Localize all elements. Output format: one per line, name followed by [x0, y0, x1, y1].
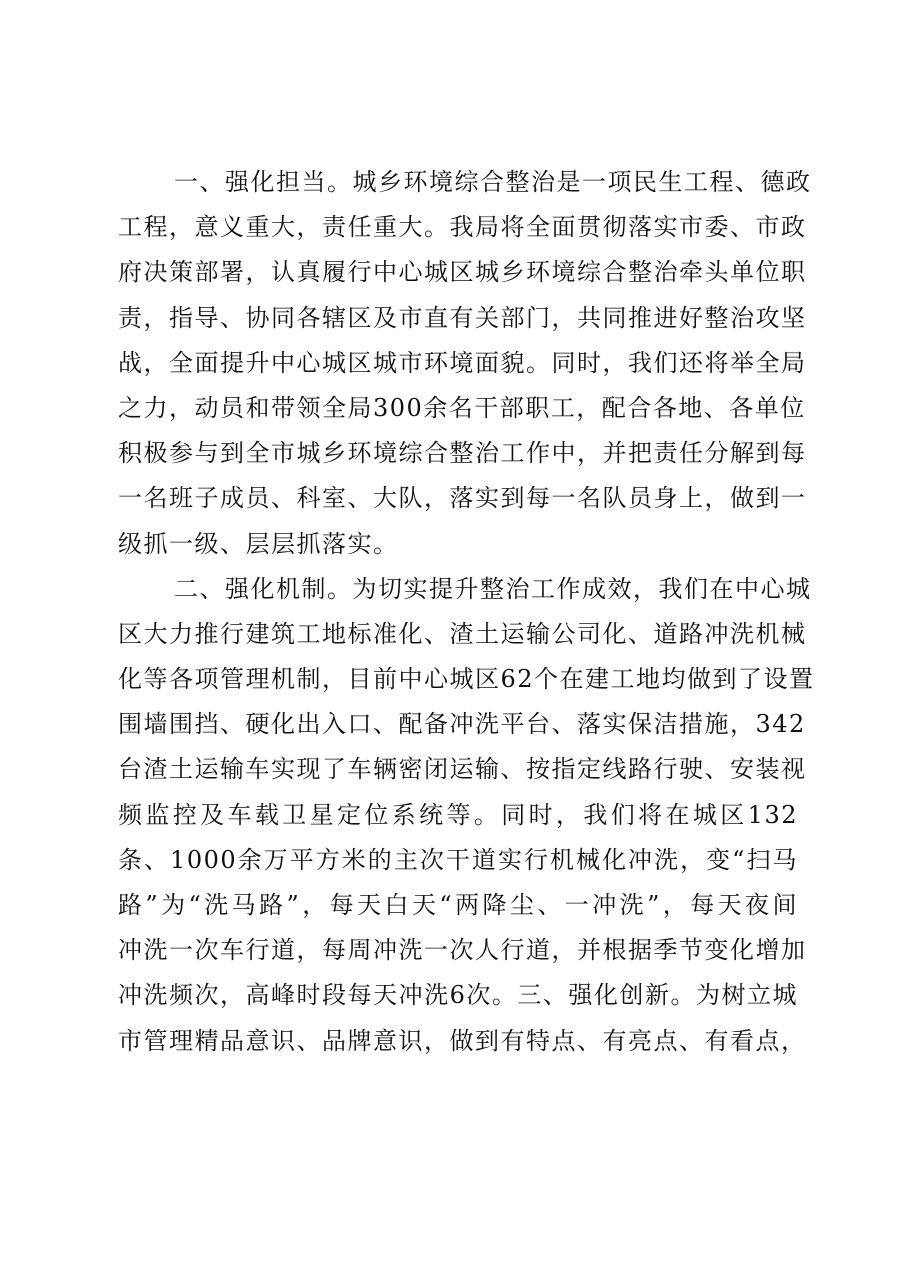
text-line: 频监控及车载卫星定位系统等。同时，我们将在城区132 — [118, 800, 798, 829]
text-line: 市管理精品意识、品牌意识，做到有特点、有亮点、有看点， — [118, 1026, 807, 1055]
text-line: 路”为“洗马路”，每天白天“两降尘、一冲洗”，每天夜间 — [118, 891, 798, 919]
text-line: 府决策部署，认真履行中心城区城乡环境综合整治牵头单位职 — [118, 258, 807, 287]
text-line: 一名班子成员、科室、大队，落实到每一名队员身上，做到一 — [118, 484, 807, 513]
document-body — [118, 160, 815, 1064]
text-line: 级抓一级、层层抓落实。 — [118, 529, 399, 558]
text-line: 化等各项管理机制，目前中心城区62个在建工地均做到了设置 — [118, 665, 815, 694]
text-line: 围墙围挡、硬化出入口、配备冲洗平台、落实保洁措施，342 — [118, 710, 806, 739]
text-line: 责，指导、协同各辖区及市直有关部门，共同推进好整治攻坚 — [118, 303, 807, 332]
text-line: 区大力推行建筑工地标准化、渣土运输公司化、道路冲洗机械 — [118, 619, 807, 648]
text-line: 工程，意义重大，责任重大。我局将全面贯彻落实市委、市政 — [118, 213, 807, 242]
text-line: 台渣土运输车实现了车辆密闭运输、按指定线路行驶、安装视 — [118, 755, 807, 784]
text-line: 一、强化担当。城乡环境综合整治是一项民生工程、德政 — [174, 168, 812, 196]
text-line: 积极参与到全市城乡环境综合整治工作中，并把责任分解到每 — [118, 439, 807, 468]
text-line: 条、1000余万平方米的主次干道实行机械化冲洗，变“扫马 — [118, 845, 798, 874]
text-line: 二、强化机制。为切实提升整治工作成效，我们在中心城 — [174, 574, 812, 603]
paragraph-1 — [118, 160, 812, 567]
paragraph-2 — [118, 567, 815, 1064]
text-line: 之力，动员和带领全局300余名干部职工，配合各地、各单位 — [118, 393, 806, 422]
text-line: 冲洗一次车行道，每周冲洗一次人行道，并根据季节变化增加 — [118, 936, 807, 965]
text-line: 战，全面提升中心城区城市环境面貌。同时，我们还将举全局 — [118, 348, 807, 377]
text-line: 冲洗频次，高峰时段每天冲洗6次。三、强化创新。为树立城 — [118, 981, 798, 1010]
